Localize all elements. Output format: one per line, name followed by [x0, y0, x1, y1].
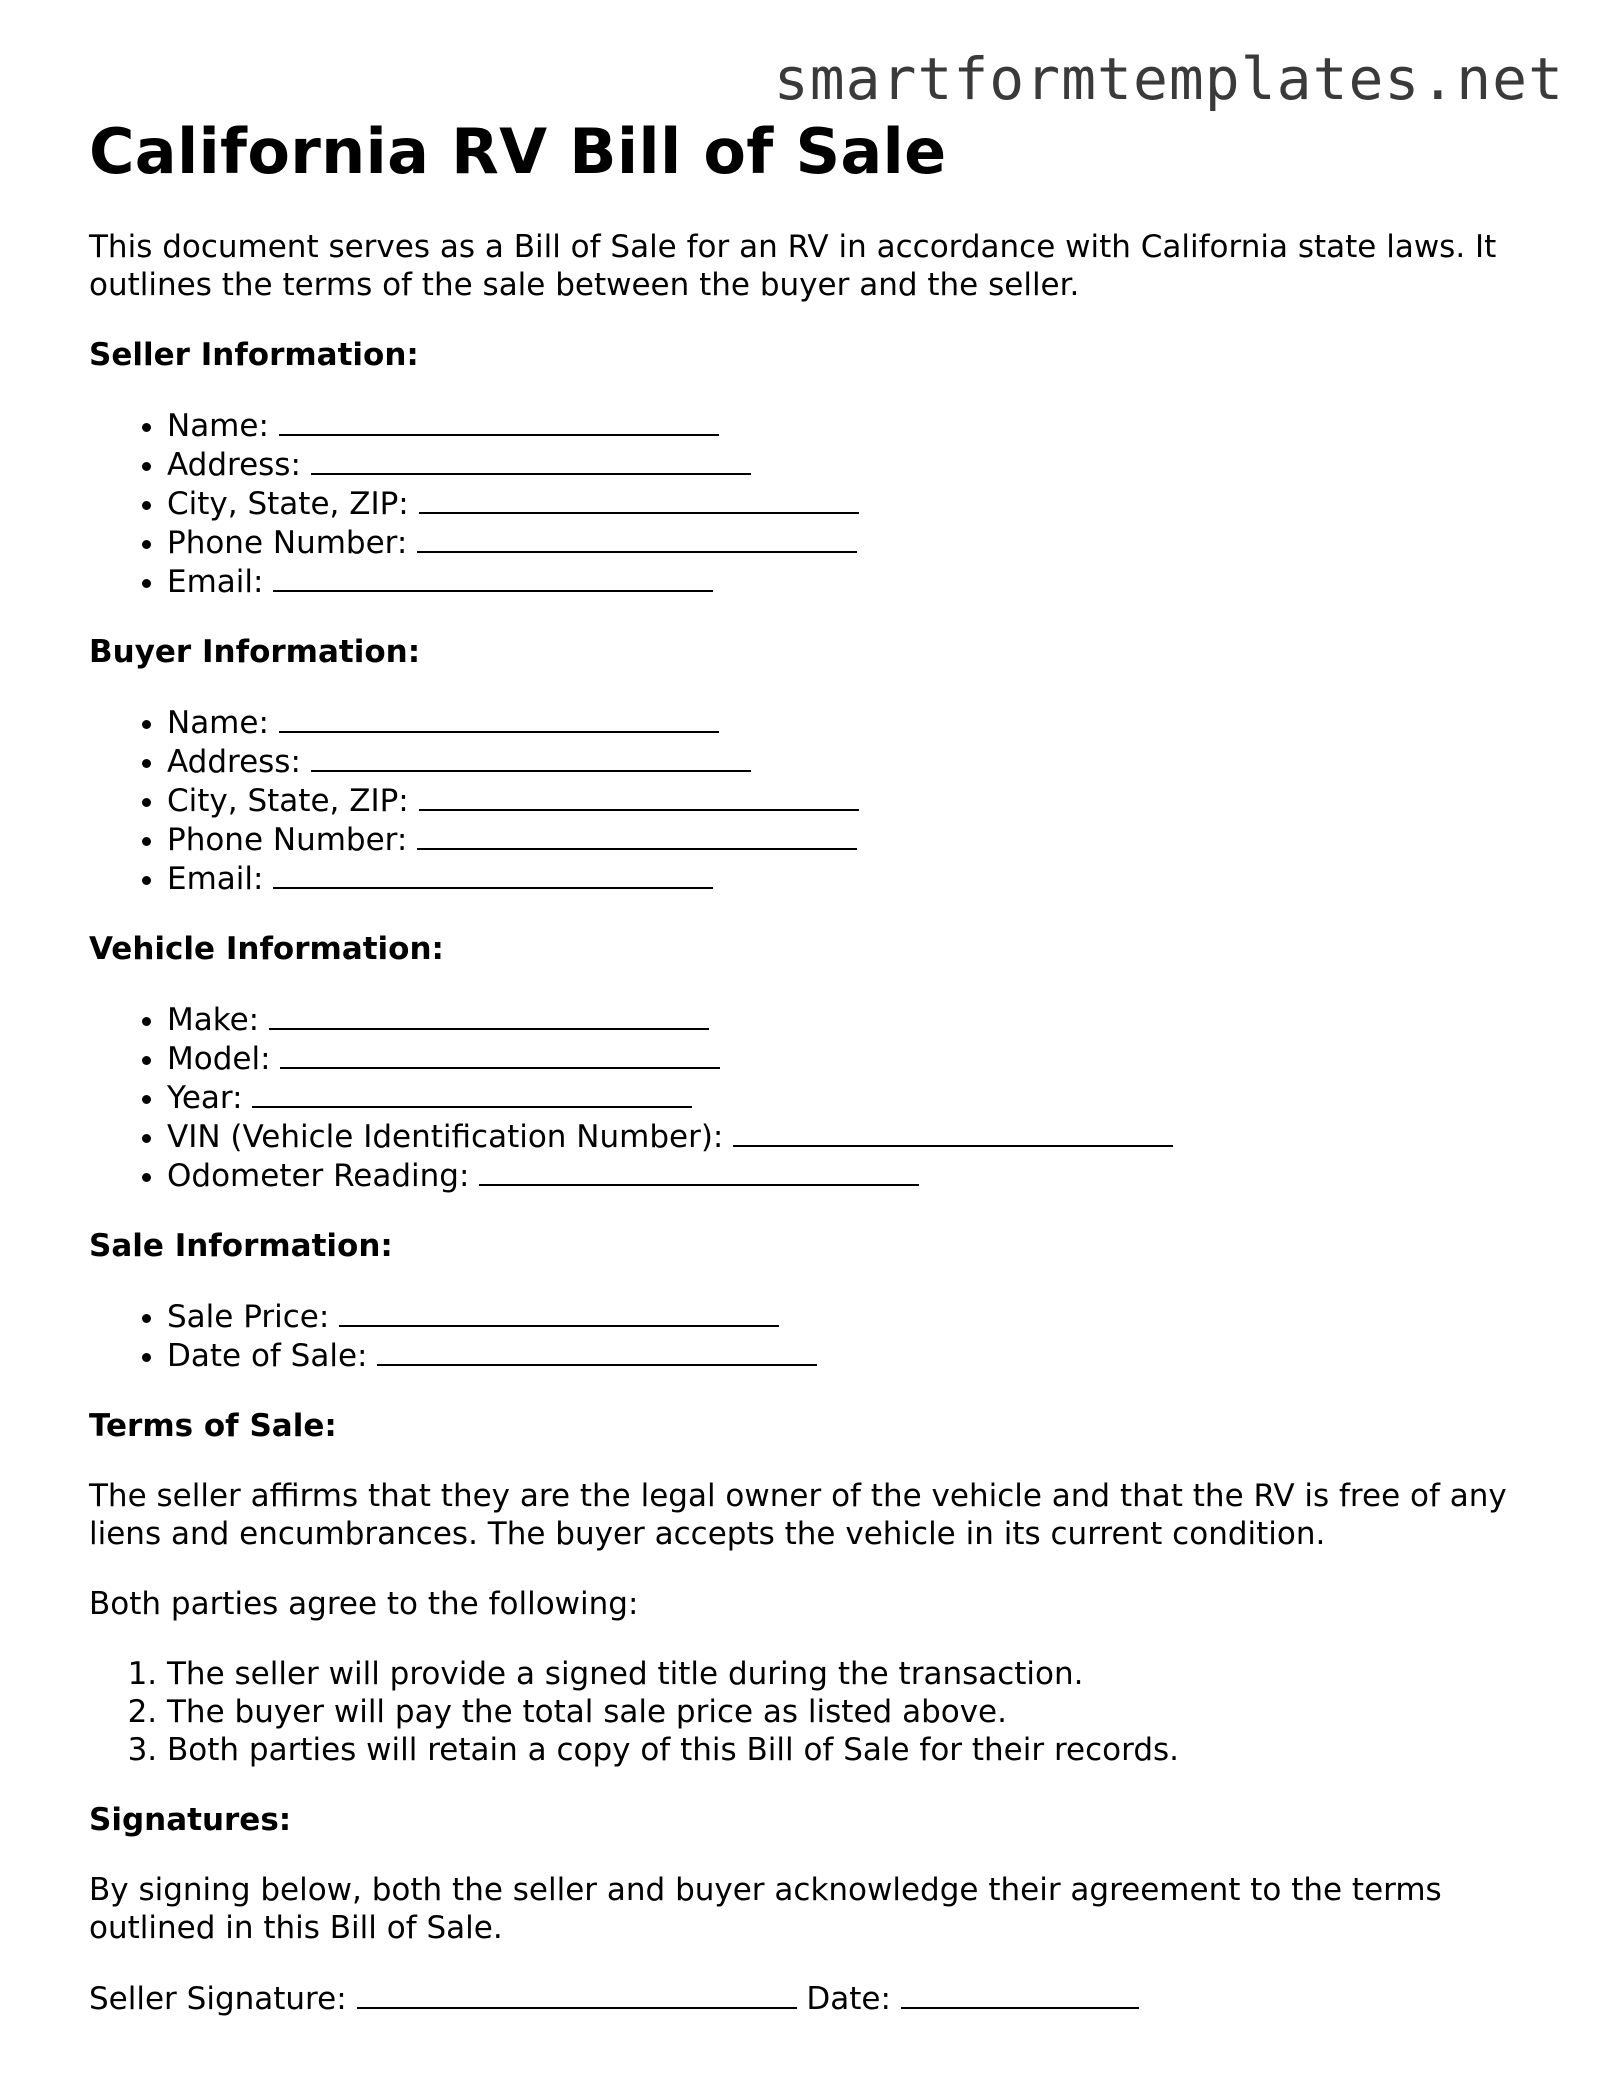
seller-city-field: • City, State, ZIP:: [167, 484, 1539, 523]
vehicle-model-blank[interactable]: [280, 1039, 720, 1069]
seller-heading: Seller Information:: [89, 337, 419, 373]
seller-email-blank[interactable]: [273, 562, 713, 592]
buyer-email-field: • Email:: [167, 859, 1539, 898]
buyer-name-field: • Name:: [167, 703, 1539, 742]
terms-heading: Terms of Sale:: [89, 1408, 337, 1444]
vehicle-make-blank[interactable]: [269, 1000, 709, 1030]
seller-signature-label: Seller Signature:: [89, 1981, 347, 2017]
buyer-city-blank[interactable]: [419, 781, 859, 811]
watermark: smartformtemplates.net: [773, 45, 1564, 113]
buyer-name-blank[interactable]: [279, 703, 719, 733]
seller-fields: [89, 406, 1539, 601]
sale-price-blank[interactable]: [339, 1297, 779, 1327]
seller-name-blank[interactable]: [279, 406, 719, 436]
seller-city-blank[interactable]: [419, 484, 859, 514]
seller-phone-field: • Phone Number:: [167, 523, 1539, 562]
page-title: California RV Bill of Sale: [89, 115, 947, 188]
terms-item: 2. The buyer will pay the total sale price as listed above.: [167, 1693, 1539, 1731]
terms-paragraph: The seller affirms that they are the legal owner of the vehicle and that the RV is free of any liens and encumbrances. The buyer accepts the vehicle in its current condition.: [89, 1478, 1507, 1552]
vehicle-odometer-field: • Odometer Reading:: [167, 1156, 1539, 1195]
buyer-phone-field: • Phone Number:: [167, 820, 1539, 859]
sale-fields: [89, 1297, 1539, 1375]
terms-item: 3. Both parties will retain a copy of this Bill of Sale for their records.: [167, 1731, 1539, 1769]
buyer-fields: [89, 703, 1539, 898]
terms-list: [89, 1655, 1539, 1769]
vehicle-vin-field: • VIN (Vehicle Identification Number):: [167, 1117, 1539, 1156]
buyer-heading: Buyer Information:: [89, 634, 421, 670]
buyer-city-field: • City, State, ZIP:: [167, 781, 1539, 820]
signature-date-blank[interactable]: [901, 1979, 1139, 2009]
sale-date-field: • Date of Sale:: [167, 1336, 1539, 1375]
seller-signature-line: [89, 1979, 1539, 2018]
seller-name-field: • Name:: [167, 406, 1539, 445]
vehicle-make-field: • Make:: [167, 1000, 1539, 1039]
buyer-address-field: • Address:: [167, 742, 1539, 781]
vehicle-vin-blank[interactable]: [733, 1117, 1173, 1147]
intro-paragraph: This document serves as a Bill of Sale for an RV in accordance with California state laws. It outlines the terms of the sale between the buyer and the seller.: [89, 229, 1497, 303]
signatures-paragraph: By signing below, both the seller and buyer acknowledge their agreement to the terms outlined in this Bill of Sale.: [89, 1872, 1442, 1946]
vehicle-year-field: • Year:: [167, 1078, 1539, 1117]
sale-price-field: • Sale Price:: [167, 1297, 1539, 1336]
terms-item: 1. The seller will provide a signed title during the transaction.: [167, 1655, 1539, 1693]
vehicle-heading: Vehicle Information:: [89, 931, 444, 967]
seller-phone-blank[interactable]: [417, 523, 857, 553]
vehicle-odometer-blank[interactable]: [479, 1156, 919, 1186]
signature-date-label: Date:: [806, 1981, 891, 2017]
sale-heading: Sale Information:: [89, 1228, 393, 1264]
seller-address-field: • Address:: [167, 445, 1539, 484]
signatures-heading: Signatures:: [89, 1802, 292, 1838]
buyer-phone-blank[interactable]: [417, 820, 857, 850]
document-page: [89, 112, 1539, 2018]
seller-address-blank[interactable]: [311, 445, 751, 475]
agree-intro: Both parties agree to the following:: [89, 1586, 639, 1622]
vehicle-model-field: • Model:: [167, 1039, 1539, 1078]
buyer-address-blank[interactable]: [311, 742, 751, 772]
vehicle-fields: [89, 1000, 1539, 1195]
buyer-email-blank[interactable]: [273, 859, 713, 889]
sale-date-blank[interactable]: [377, 1336, 817, 1366]
seller-email-field: • Email:: [167, 562, 1539, 601]
seller-signature-blank[interactable]: [357, 1979, 797, 2009]
vehicle-year-blank[interactable]: [252, 1078, 692, 1108]
